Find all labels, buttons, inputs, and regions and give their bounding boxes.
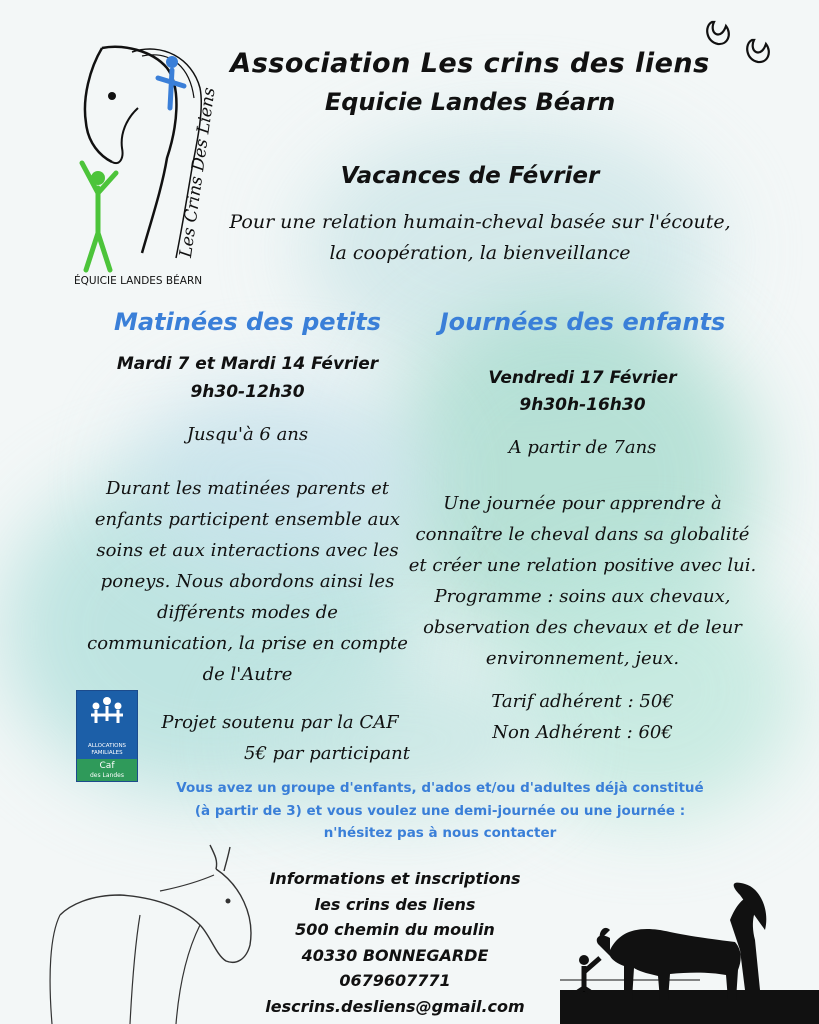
- right-desc-line: environnement, jeux.: [485, 648, 680, 669]
- right-dates: Vendredi 17 Février: [488, 368, 677, 388]
- left-dates: Mardi 7 et Mardi 14 Février: [116, 354, 379, 374]
- horse-child-silhouette-illustration: [560, 880, 819, 1024]
- contact-email[interactable]: lescrins.desliens@gmail.com: [265, 996, 525, 1016]
- caf-logo: [76, 690, 138, 782]
- right-heading: Journées des enfants: [439, 308, 726, 336]
- contact-city: 40330 BONNEGARDE: [301, 945, 489, 965]
- contact-heading: Informations et inscriptions: [269, 869, 521, 888]
- logo-vertical-text: Les Crins Des Liens: [176, 86, 220, 259]
- left-funding: Projet soutenu par la CAF: [161, 712, 399, 733]
- caf-family-icon: [89, 695, 125, 727]
- page-title: Association Les crins des liens: [230, 48, 710, 79]
- left-desc-line: communication, la prise en compte: [87, 633, 408, 654]
- right-desc-line: et créer une relation positive avec lui.: [408, 555, 757, 576]
- right-age: A partir de 7ans: [508, 437, 657, 458]
- contact-org: les crins des liens: [314, 894, 476, 914]
- season-title: Vacances de Février: [340, 163, 600, 189]
- left-desc-line: soins et aux interactions avec les: [96, 540, 399, 561]
- contact-block: [250, 866, 540, 1019]
- caf-line-1: ALLOCATIONS: [87, 743, 127, 749]
- left-desc-line: de l'Autre: [202, 664, 293, 685]
- left-heading: Matinées des petits: [113, 308, 382, 336]
- right-desc-line: Une journée pour apprendre à: [443, 493, 722, 514]
- contact-street: 500 chemin du moulin: [295, 920, 495, 939]
- left-desc-line: poneys. Nous abordons ainsi les: [100, 571, 395, 592]
- price-member: Tarif adhérent : 50€: [491, 691, 674, 712]
- left-description: [80, 473, 415, 690]
- left-hours: 9h30-12h30: [190, 382, 305, 402]
- contact-phone[interactable]: 0679607771: [339, 971, 451, 990]
- right-description: [405, 488, 760, 674]
- left-desc-line: différents modes de: [157, 602, 338, 623]
- price-nonmember: Non Adhérent : 60€: [492, 722, 673, 743]
- caf-line-2: FAMILIALES: [91, 750, 123, 756]
- right-desc-line: observation des chevaux et de leur: [423, 617, 742, 638]
- notice-line-1: Vous avez un groupe d'enfants, d'ados et/ou d'adultes déjà constitué: [176, 780, 704, 796]
- caf-region: des Landes: [90, 772, 124, 779]
- left-desc-line: enfants participent ensemble aux: [94, 509, 401, 530]
- right-desc-line: Programme : soins aux chevaux,: [434, 586, 731, 607]
- logo-caption: ÉQUICIE LANDES BÉARN: [74, 275, 203, 287]
- notice-line-2: (à partir de 3) et vous voulez une demi-journée ou une journée :: [194, 802, 686, 819]
- notice-line-3: n'hésitez pas à nous contacter: [323, 825, 557, 841]
- intro-text: [220, 207, 740, 269]
- page-subtitle: Equicie Landes Béarn: [324, 88, 616, 116]
- intro-line-1: Pour une relation humain-cheval basée sur l'écoute,: [229, 211, 731, 233]
- caf-name: Caf: [99, 761, 115, 771]
- right-hours: 9h30h-16h30: [519, 395, 646, 415]
- horse-sketch-illustration: [40, 835, 280, 1024]
- left-desc-line: Durant les matinées parents et: [105, 478, 390, 499]
- intro-line-2: la coopération, la bienveillance: [329, 242, 631, 264]
- left-age: Jusqu'à 6 ans: [186, 424, 309, 445]
- left-price: 5€ par participant: [244, 743, 410, 764]
- right-desc-line: connaître le cheval dans sa globalité: [415, 524, 750, 545]
